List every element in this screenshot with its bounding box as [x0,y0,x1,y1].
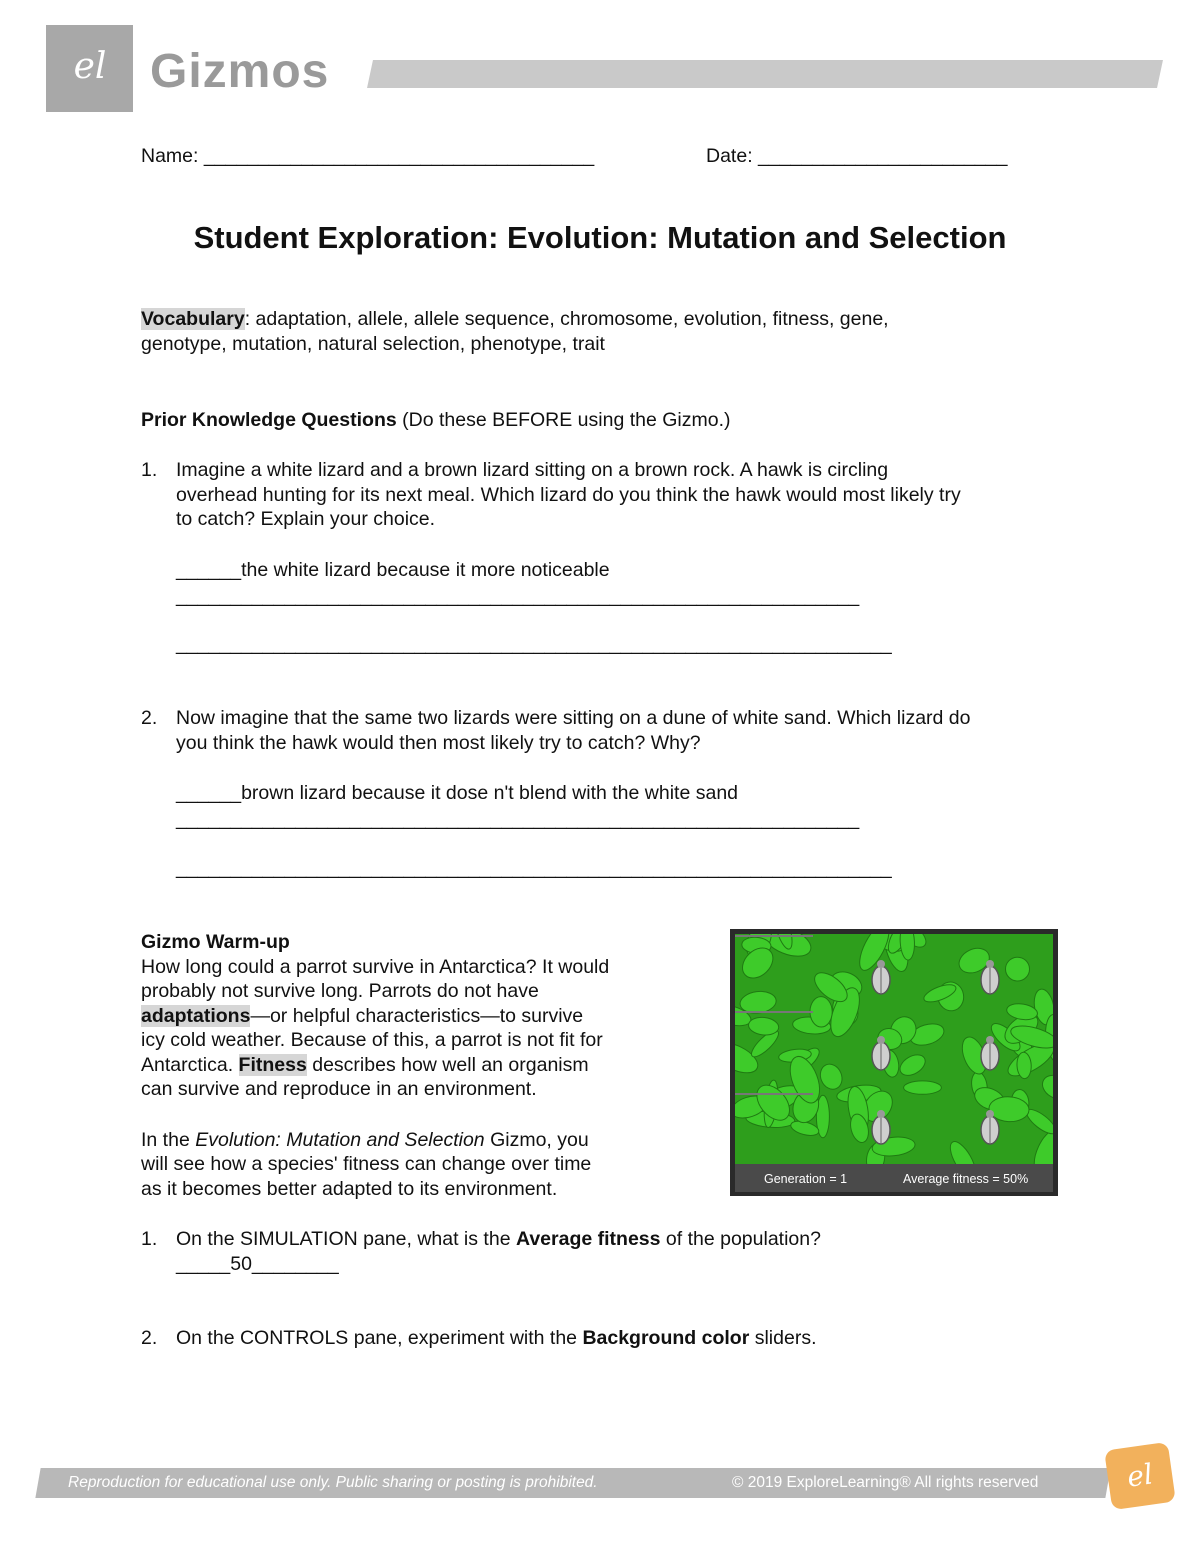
term-average-fitness: Average fitness [515,1228,661,1250]
question-text [176,1326,816,1350]
warmup-text: will see how a species' fitness can change over time [141,1153,592,1175]
warmup-heading: Gizmo Warm-up [141,931,290,953]
footer-copyright: © 2019 ExploreLearning® All rights reserved [732,1474,1039,1491]
warmup-text-span: —or helpful characteristics—to survive [250,1005,584,1027]
warmup-text: icy cold weather. Because of this, a parrot is not fit for [141,1029,603,1051]
prior-heading-note: (Do these BEFORE using the Gizmo.) [396,409,731,431]
answer-blank[interactable]: _______________________________________________________________ [176,585,860,607]
answer-field[interactable]: ______brown lizard because it dose n't blend with the white sand [176,782,739,804]
gizmo-title: Evolution: Mutation and Selection [195,1129,485,1151]
date-field[interactable]: Date: _______________________ [706,145,1008,167]
leaf [1005,957,1029,981]
header-bar [367,60,1163,88]
leaf [810,996,833,1027]
question-span: of the population? [660,1228,821,1250]
warmup-text [141,1053,589,1077]
warmup-text-span: In the [141,1129,196,1151]
vocabulary-line-1 [141,307,889,331]
warmup-text: as it becomes better adapted to its environment. [141,1178,558,1200]
footer-logo: el [1104,1442,1176,1510]
term-background-color: Background color [582,1327,750,1349]
warmup-text: can survive and reproduce in an environment. [141,1078,537,1100]
leaf-pattern [735,934,1053,1164]
term-fitness: Fitness [238,1054,307,1076]
question-text [176,1227,821,1251]
leaf-background [735,934,1053,1164]
vocabulary-terms: : adaptation, allele, allele sequence, chromosome, evolution, fitness, gene, [244,308,889,330]
simulation-status-bar [735,1164,1053,1192]
question-span: sliders. [749,1327,817,1349]
question-text: Imagine a white lizard and a brown lizard sitting on a brown rock. A hawk is circling [176,459,889,481]
average-fitness-readout: Average fitness = 50% [903,1172,1029,1186]
vocabulary-line-2: genotype, mutation, natural selection, phenotype, trait [141,333,605,355]
brand-name: Gizmos [150,45,330,98]
vocabulary-label: Vocabulary [141,308,245,330]
logo-mark: el [73,46,107,87]
question-number: 1. [141,1228,158,1250]
warmup-text [141,1128,589,1152]
generation-readout: Generation = 1 [764,1172,848,1186]
question-text: to catch? Explain your choice. [176,508,436,530]
page-title: Student Exploration: Evolution: Mutation and Selection [193,220,1007,255]
warmup-text: How long could a parrot survive in Antarctica? It would [141,956,610,978]
prior-heading-text: Prior Knowledge Questions [141,409,397,431]
footer-notice: Reproduction for educational use only. Public sharing or posting is prohibited. [68,1474,598,1491]
warmup-text-span: describes how well an organism [306,1054,589,1076]
question-number: 2. [141,1327,158,1349]
warmup-text-span: Gizmo, you [484,1129,589,1151]
answer-field[interactable]: _____50________ [176,1253,339,1275]
answer-blank[interactable]: __________________________________________________________________ [176,857,892,879]
question-text: overhead hunting for its next meal. Which lizard do you think the hawk would most likely try [176,484,961,506]
answer-field[interactable]: ______the white lizard because it more noticeable [176,559,610,581]
term-adaptations: adaptations [141,1005,251,1027]
prior-knowledge-heading [141,408,731,432]
leaf [904,1081,942,1094]
question-span: On the SIMULATION pane, what is the [176,1228,516,1250]
answer-blank[interactable]: _______________________________________________________________ [176,808,860,830]
warmup-text: probably not survive long. Parrots do not have [141,980,539,1002]
question-span: On the CONTROLS pane, experiment with the [176,1327,583,1349]
warmup-text-span: Antarctica. [141,1054,239,1076]
name-field[interactable]: Name: ____________________________________ [141,145,595,167]
warmup-text [141,1004,583,1028]
question-text: Now imagine that the same two lizards were sitting on a dune of white sand. Which lizard do [176,707,971,729]
question-number: 2. [141,707,158,729]
question-text: you think the hawk would then most likely try to catch? Why? [176,732,701,754]
question-number: 1. [141,459,158,481]
answer-blank[interactable]: __________________________________________________________________ [176,633,892,655]
